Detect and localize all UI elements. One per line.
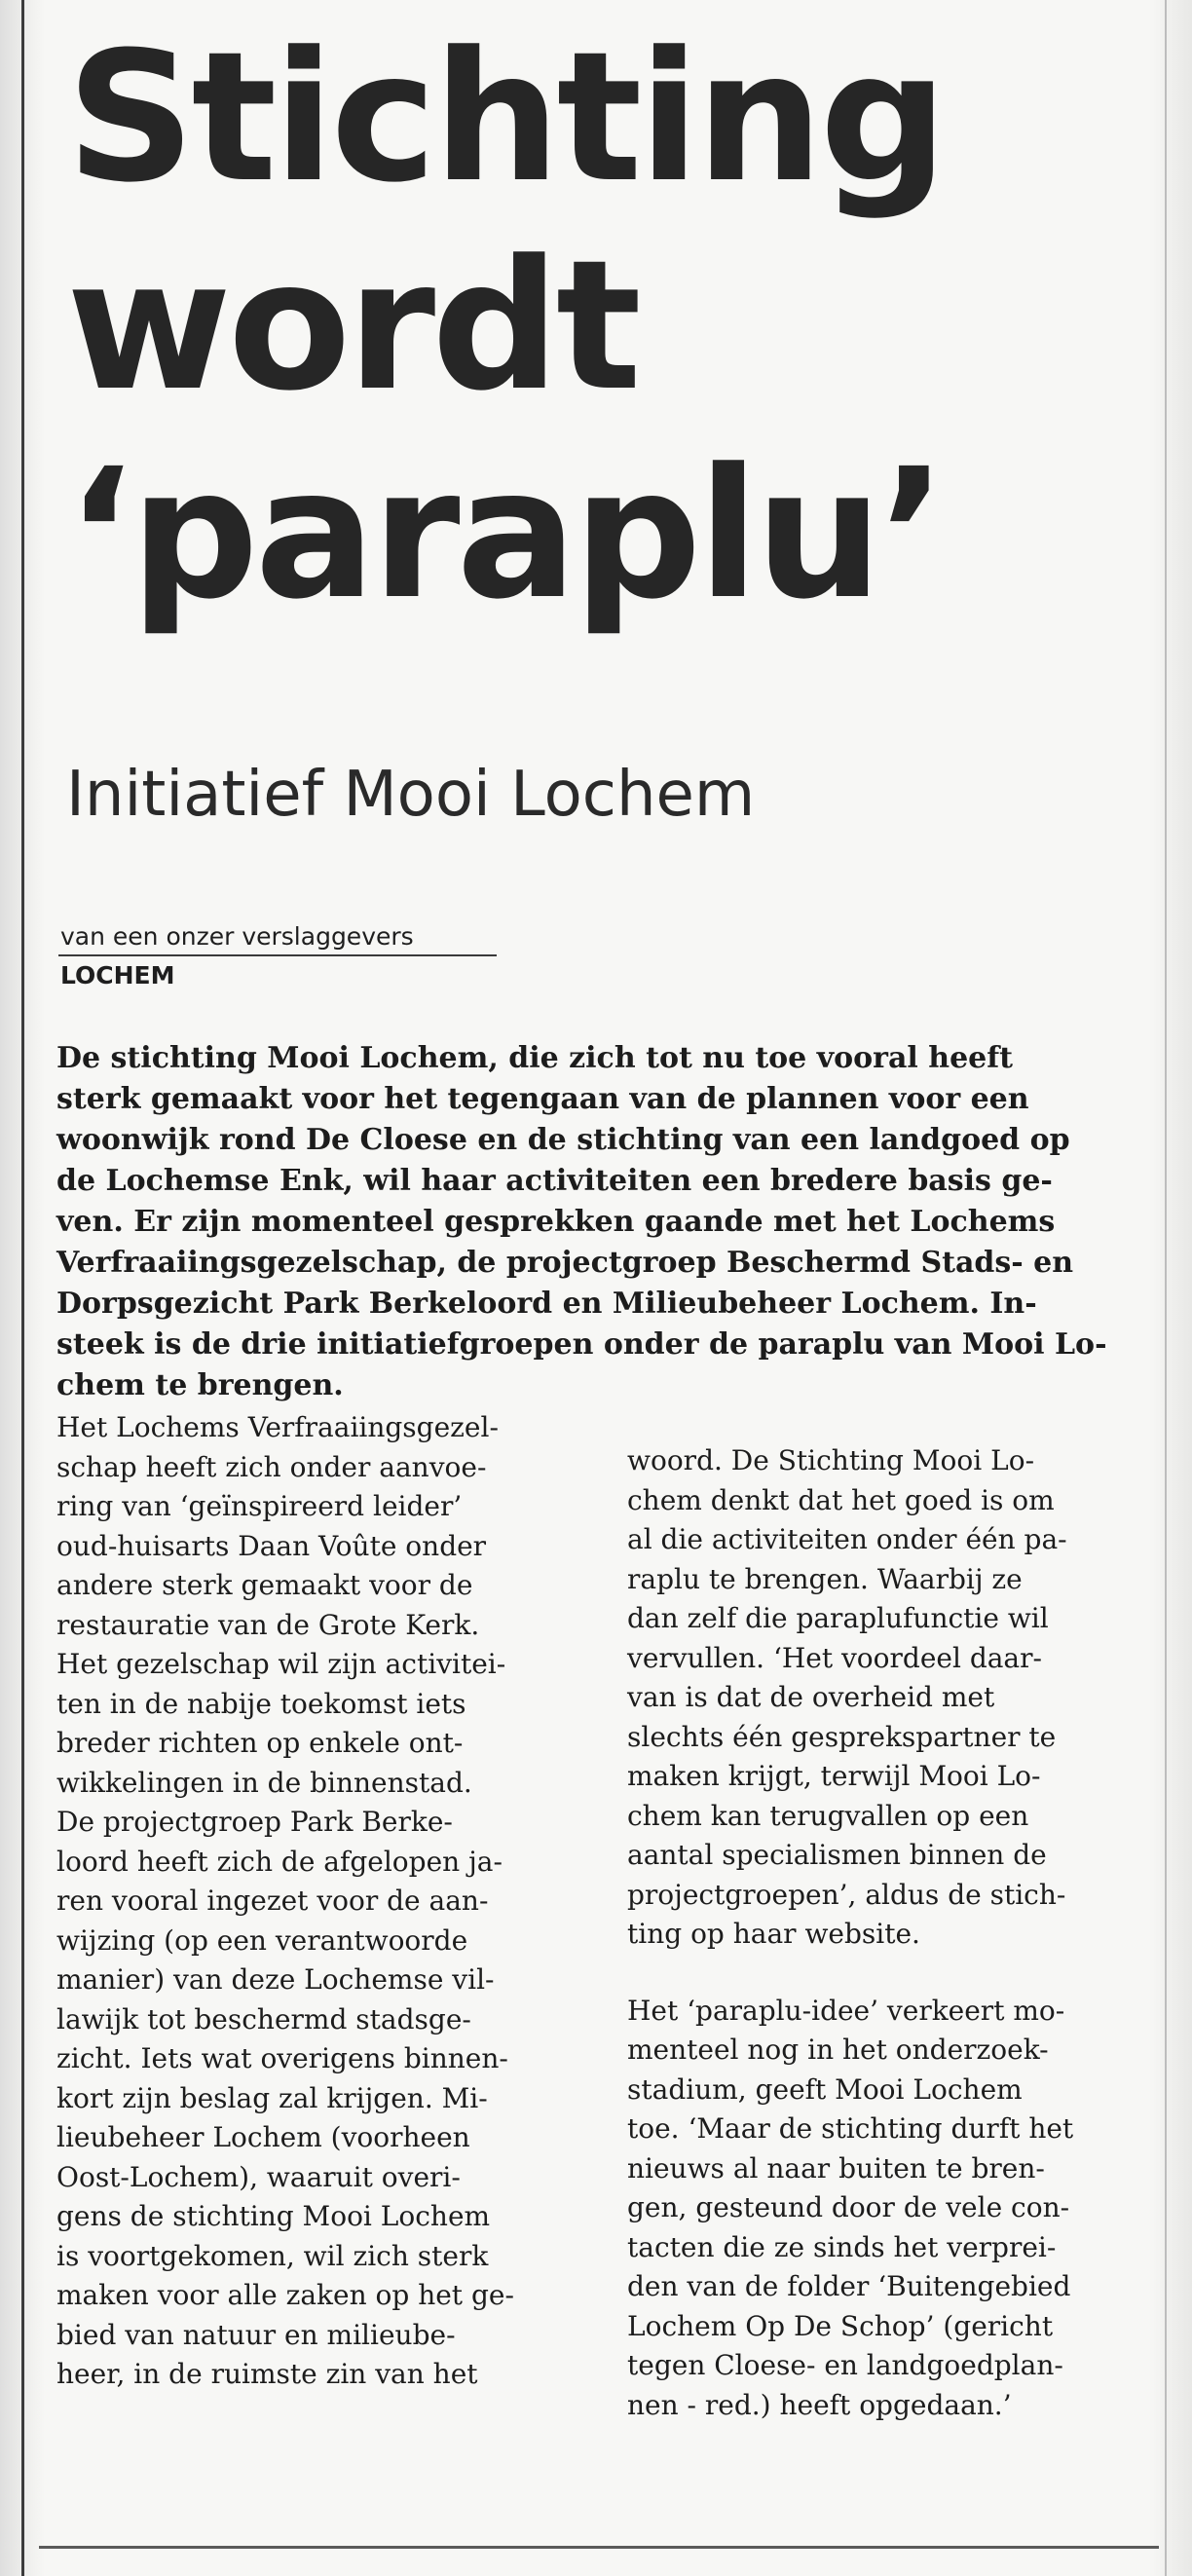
body-line: maken voor alle zaken op het ge- xyxy=(56,2279,514,2311)
lead-line: de Lochemse Enk, wil haar activiteiten een bredere basis ge- xyxy=(56,1164,1053,1198)
body-line: ting op haar website. xyxy=(627,1918,920,1950)
body-line: gen, gesteund door de vele con- xyxy=(627,2191,1070,2223)
body-line: kort zijn beslag zal krijgen. Mi- xyxy=(56,2081,488,2114)
subheadline: Initiatief Mooi Lochem xyxy=(66,759,756,831)
body-line: ring van ‘geïnspireerd leider’ xyxy=(56,1490,463,1522)
body-line: aantal specialismen binnen de xyxy=(627,1839,1047,1871)
body-line: oud-huisarts Daan Voûte onder xyxy=(56,1529,487,1562)
body-line: wikkelingen in de binnenstad. xyxy=(56,1766,472,1799)
body-line: restauratie van de Grote Kerk. xyxy=(56,1608,480,1641)
body-line: Oost-Lochem), waaruit overi- xyxy=(56,2160,461,2193)
body-line: chem denkt dat het goed is om xyxy=(627,1483,1055,1516)
bottom-rule xyxy=(39,2546,1159,2549)
body-line: al die activiteiten onder één pa- xyxy=(627,1523,1067,1555)
headline-line: wordt xyxy=(66,222,638,430)
byline-divider xyxy=(58,954,497,956)
body-line: maken krijgt, terwijl Mooi Lo- xyxy=(627,1760,1041,1792)
body-line: van is dat de overheid met xyxy=(627,1681,995,1713)
body-line: manier) van deze Lochemse vil- xyxy=(56,1963,495,1996)
body-line: lawijk tot beschermd stadsge- xyxy=(56,2002,471,2035)
body-line: nen - red.) heeft opgedaan.’ xyxy=(627,2388,1012,2421)
body-line: breder richten op enkele ont- xyxy=(56,1727,464,1759)
byline: van een onzer verslaggevers xyxy=(60,922,414,951)
body-line: stadium, geeft Mooi Lochem xyxy=(627,2072,1023,2106)
body-line: chem kan terugvallen op een xyxy=(627,1799,1029,1832)
body-line: lieubeheer Lochem (voorheen xyxy=(56,2121,470,2153)
headline-line: ‘paraplu’ xyxy=(66,430,944,639)
lead-line: Verfraaiingsgezelschap, de projectgroep Beschermd Stads- en xyxy=(56,1246,1074,1280)
body-line: vervullen. ‘Het voordeel daar- xyxy=(627,1641,1042,1674)
lead-line: ven. Er zijn momenteel gesprekken gaande met het Lochems xyxy=(56,1205,1056,1239)
body-line: Het gezelschap wil zijn activitei- xyxy=(56,1648,506,1680)
body-line: schap heeft zich onder aanvoe- xyxy=(56,1450,487,1483)
body-line: projectgroepen’, aldus de stich- xyxy=(627,1878,1066,1911)
body-line: menteel nog in het onderzoek- xyxy=(627,2034,1049,2066)
left-column-rule xyxy=(21,0,24,2576)
lead-line: woonwijk rond De Cloese en de stichting van een landgoed op xyxy=(56,1123,1070,1157)
body-line: is voortgekomen, wil zich sterk xyxy=(56,2239,489,2272)
body-line: Het ‘paraplu-idee’ verkeert mo- xyxy=(627,1994,1065,2027)
body-line: De projectgroep Park Berke- xyxy=(56,1806,453,1838)
body-column-right xyxy=(627,1441,1173,2425)
body-line: heer, in de ruimste zin van het xyxy=(56,2358,478,2390)
body-line: zicht. Iets wat overigens binnen- xyxy=(56,2042,508,2074)
body-line: raplu te brengen. Waarbij ze xyxy=(627,1562,1023,1595)
lead-line: Dorpsgezicht Park Berkeloord en Milieubeheer Lochem. In- xyxy=(56,1287,1037,1321)
body-line: ren vooral ingezet voor de aan- xyxy=(56,1885,489,1917)
body-line: bied van natuur en milieube- xyxy=(56,2318,456,2351)
lead-paragraph xyxy=(56,1038,1147,1406)
lead-line: sterk gemaakt voor het tegengaan van de plannen voor een xyxy=(56,1082,1029,1116)
body-column-left xyxy=(56,1408,602,2395)
body-line: tegen Cloese- en landgoedplan- xyxy=(627,2349,1063,2381)
paragraph-gap xyxy=(627,1955,1173,1992)
body-line: dan zelf die paraplufunctie wil xyxy=(627,1602,1049,1634)
body-line: wijzing (op een verantwoorde xyxy=(56,1923,468,1957)
headline xyxy=(66,14,1137,639)
body-line: slechts één gesprekspartner te xyxy=(627,1720,1057,1753)
body-line: toe. ‘Maar de stichting durft het xyxy=(627,2112,1074,2145)
body-line: tacten die ze sinds het verprei- xyxy=(627,2230,1057,2263)
body-line: loord heeft zich de afgelopen ja- xyxy=(56,1845,503,1878)
body-line: andere sterk gemaakt voor de xyxy=(56,1569,473,1601)
lead-line: chem te brengen. xyxy=(56,1368,344,1402)
body-line: nieuws al naar buiten te bren- xyxy=(627,2151,1045,2184)
body-line: ten in de nabije toekomst iets xyxy=(56,1687,466,1720)
dateline: LOCHEM xyxy=(60,961,175,989)
body-line: Lochem Op De Schop’ (gericht xyxy=(627,2309,1054,2342)
headline-line: Stichting xyxy=(66,14,945,222)
body-line: den van de folder ‘Buitengebied xyxy=(627,2270,1071,2302)
lead-line: De stichting Mooi Lochem, die zich tot nu toe vooral heeft xyxy=(56,1041,1014,1075)
body-line: Het Lochems Verfraaiingsgezel- xyxy=(56,1411,499,1443)
body-line: woord. De Stichting Mooi Lo- xyxy=(627,1444,1035,1476)
lead-line: steek is de drie initiatiefgroepen onder de paraplu van Mooi Lo- xyxy=(56,1327,1107,1362)
body-line: gens de stichting Mooi Lochem xyxy=(56,2200,491,2232)
